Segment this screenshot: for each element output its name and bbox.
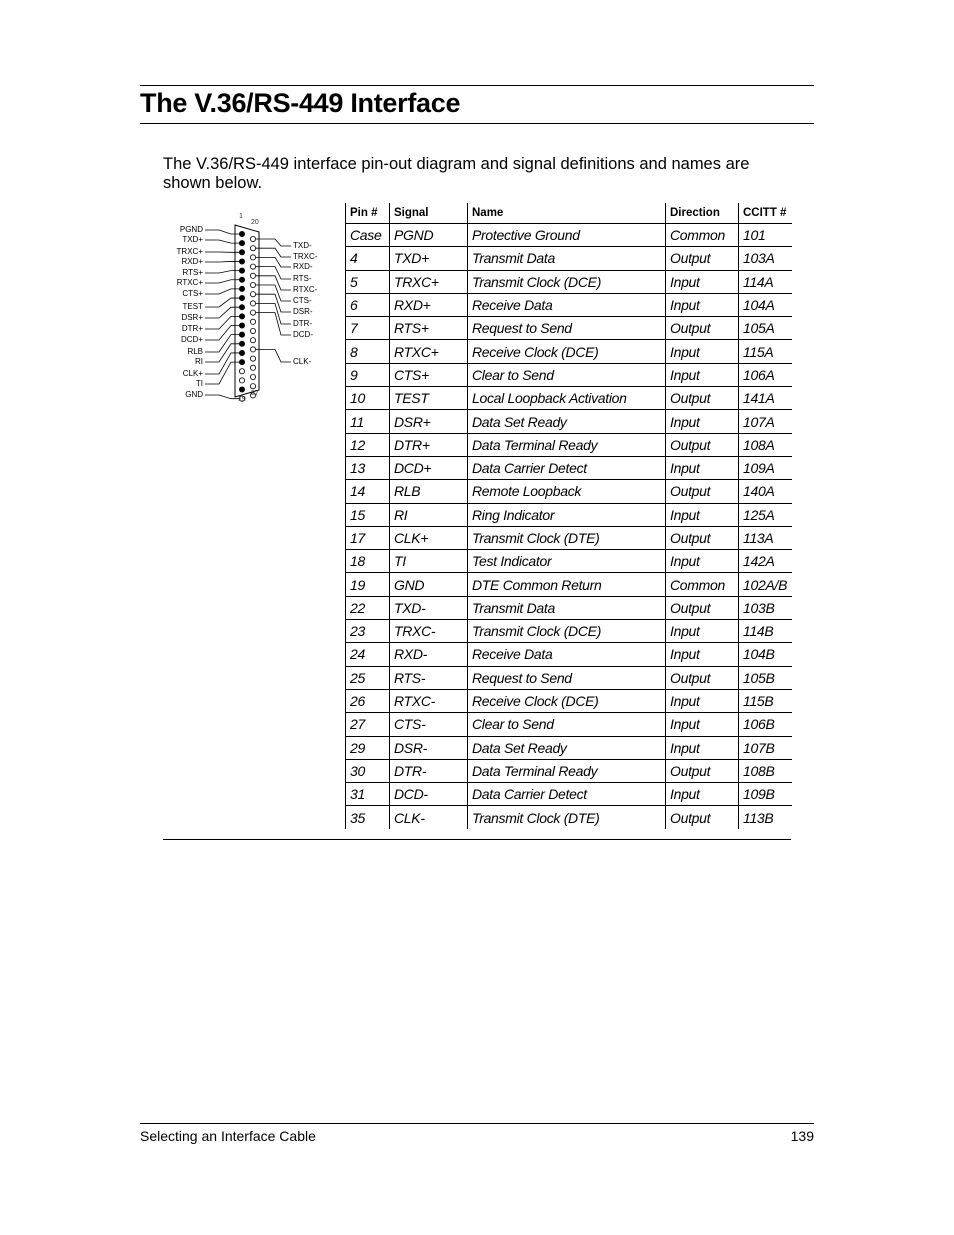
- cell-ccitt: 115A: [739, 340, 793, 363]
- cell-pin: 24: [346, 643, 390, 666]
- cell-pin: 12: [346, 433, 390, 456]
- cell-ccitt: 104B: [739, 643, 793, 666]
- cell-ccitt: 106A: [739, 363, 793, 386]
- cell-ccitt: 140A: [739, 480, 793, 503]
- cell-ccitt: 101: [739, 224, 793, 247]
- cell-signal: CTS+: [390, 363, 468, 386]
- left-pin-label: RTXC+: [176, 278, 203, 287]
- pin-contact: [250, 236, 255, 241]
- table-row: [346, 410, 793, 433]
- pin-contact: [239, 387, 244, 392]
- pin-contact: [239, 369, 244, 374]
- pin-contact: [239, 286, 244, 291]
- cell-ccitt: 103A: [739, 247, 793, 270]
- left-pin-label: DCD+: [180, 335, 203, 344]
- cell-name: Transmit Clock (DTE): [468, 526, 666, 549]
- db37-pinout-diagram: [163, 205, 346, 405]
- cell-signal: TEST: [390, 387, 468, 410]
- cell-pin: 11: [346, 410, 390, 433]
- table-row: [346, 620, 793, 643]
- cell-name: Receive Data: [468, 293, 666, 316]
- cell-ccitt: 107A: [739, 410, 793, 433]
- cell-direction: Input: [666, 270, 739, 293]
- table-row: [346, 596, 793, 619]
- left-pin-label: RTS+: [182, 268, 203, 277]
- cell-ccitt: 109A: [739, 456, 793, 479]
- pin-contact: [250, 365, 255, 370]
- cell-direction: Common: [666, 224, 739, 247]
- pin-contact: [239, 341, 244, 346]
- cell-name: Transmit Clock (DCE): [468, 270, 666, 293]
- right-pin-label: RXD-: [293, 262, 313, 271]
- cell-name: Data Set Ready: [468, 410, 666, 433]
- cell-name: Receive Clock (DCE): [468, 340, 666, 363]
- cell-name: Remote Loopback: [468, 480, 666, 503]
- pin-contact: [239, 295, 244, 300]
- table-row: [346, 433, 793, 456]
- cell-direction: Input: [666, 689, 739, 712]
- table-row: [346, 387, 793, 410]
- pin-contact: [250, 255, 255, 260]
- pin-contact: [250, 292, 255, 297]
- cell-signal: DTR+: [390, 433, 468, 456]
- cell-signal: TRXC+: [390, 270, 468, 293]
- cell-ccitt: 104A: [739, 293, 793, 316]
- cell-direction: Output: [666, 247, 739, 270]
- cell-signal: DCD-: [390, 783, 468, 806]
- cell-direction: Output: [666, 387, 739, 410]
- cell-signal: RTXC+: [390, 340, 468, 363]
- cell-name: DTE Common Return: [468, 573, 666, 596]
- table-row: [346, 526, 793, 549]
- cell-pin: 29: [346, 736, 390, 759]
- cell-pin: 4: [346, 247, 390, 270]
- cell-ccitt: 114B: [739, 620, 793, 643]
- cell-direction: Output: [666, 666, 739, 689]
- cell-direction: Common: [666, 573, 739, 596]
- pin-contact: [250, 338, 255, 343]
- table-row: [346, 224, 793, 247]
- cell-signal: CTS-: [390, 713, 468, 736]
- table-row: [346, 293, 793, 316]
- cell-ccitt: 105B: [739, 666, 793, 689]
- cell-direction: Input: [666, 503, 739, 526]
- pin-number-37: 37: [251, 390, 259, 397]
- table-row: [346, 713, 793, 736]
- cell-ccitt: 102A/B: [739, 573, 793, 596]
- cell-pin: 18: [346, 550, 390, 573]
- cell-name: Request to Send: [468, 666, 666, 689]
- cell-signal: DCD+: [390, 456, 468, 479]
- pin-contact: [239, 268, 244, 273]
- pin-contact: [250, 246, 255, 251]
- cell-ccitt: 106B: [739, 713, 793, 736]
- left-pin-label: DTR+: [181, 324, 203, 333]
- header-signal: Signal: [390, 203, 468, 224]
- cell-direction: Input: [666, 783, 739, 806]
- pin-contact: [250, 310, 255, 315]
- cell-direction: Input: [666, 550, 739, 573]
- cell-pin: 31: [346, 783, 390, 806]
- cell-ccitt: 105A: [739, 317, 793, 340]
- pin-contact: [239, 350, 244, 355]
- cell-name: Protective Ground: [468, 224, 666, 247]
- left-pin-label: RLB: [187, 347, 203, 356]
- pin-contact: [239, 259, 244, 264]
- cell-pin: 8: [346, 340, 390, 363]
- cell-signal: RXD+: [390, 293, 468, 316]
- cell-ccitt: 108B: [739, 759, 793, 782]
- cell-ccitt: 125A: [739, 503, 793, 526]
- cell-pin: 5: [346, 270, 390, 293]
- cell-direction: Input: [666, 713, 739, 736]
- cell-name: Request to Send: [468, 317, 666, 340]
- cell-pin: 9: [346, 363, 390, 386]
- pin-contact: [239, 305, 244, 310]
- cell-direction: Input: [666, 736, 739, 759]
- pin-number-1: 1: [239, 213, 243, 220]
- cell-name: Transmit Data: [468, 247, 666, 270]
- cell-ccitt: 109B: [739, 783, 793, 806]
- table-header-row: [346, 203, 793, 224]
- pin-contact: [239, 277, 244, 282]
- cell-name: Data Terminal Ready: [468, 759, 666, 782]
- cell-direction: Output: [666, 596, 739, 619]
- left-pin-label: TEST: [182, 302, 203, 311]
- table-bottom-rule: [163, 839, 791, 840]
- right-pin-label: DSR-: [293, 307, 313, 316]
- table-row: [346, 736, 793, 759]
- title-bottom-rule: [140, 123, 814, 124]
- cell-direction: Input: [666, 340, 739, 363]
- pin-contact: [239, 314, 244, 319]
- cell-direction: Input: [666, 363, 739, 386]
- table-row: [346, 783, 793, 806]
- cell-pin: 17: [346, 526, 390, 549]
- left-pin-label: CLK+: [182, 369, 203, 378]
- cell-pin: 35: [346, 806, 390, 829]
- pin-contact: [239, 231, 244, 236]
- cell-name: Receive Data: [468, 643, 666, 666]
- table-row: [346, 340, 793, 363]
- header-direction: Direction: [666, 203, 739, 224]
- cell-pin: 25: [346, 666, 390, 689]
- right-pin-label: CTS-: [293, 296, 312, 305]
- cell-signal: TRXC-: [390, 620, 468, 643]
- pin-contact: [239, 241, 244, 246]
- pin-contact: [250, 356, 255, 361]
- pin-contact: [250, 319, 255, 324]
- cell-name: Transmit Clock (DCE): [468, 620, 666, 643]
- table-row: [346, 573, 793, 596]
- pin-contact: [250, 347, 255, 352]
- cell-direction: Output: [666, 433, 739, 456]
- right-pin-label: RTXC-: [293, 285, 318, 294]
- table-row: [346, 503, 793, 526]
- cell-signal: RTS-: [390, 666, 468, 689]
- cell-direction: Output: [666, 759, 739, 782]
- cell-pin: 22: [346, 596, 390, 619]
- footer-page-number: 139: [790, 1128, 814, 1144]
- cell-direction: Input: [666, 456, 739, 479]
- table-body: [346, 224, 793, 829]
- cell-name: Local Loopback Activation: [468, 387, 666, 410]
- left-pin-label: TRXC+: [176, 247, 203, 256]
- header-pin: Pin #: [346, 203, 390, 224]
- cell-signal: DSR+: [390, 410, 468, 433]
- table-row: [346, 806, 793, 829]
- right-pin-label: CLK-: [293, 357, 312, 366]
- cell-ccitt: 141A: [739, 387, 793, 410]
- cell-direction: Input: [666, 410, 739, 433]
- cell-ccitt: 142A: [739, 550, 793, 573]
- pin-contact: [239, 360, 244, 365]
- cell-signal: DTR-: [390, 759, 468, 782]
- table-row: [346, 270, 793, 293]
- pin-contact: [239, 332, 244, 337]
- cell-name: Test Indicator: [468, 550, 666, 573]
- cell-pin: 27: [346, 713, 390, 736]
- left-pin-label: DSR+: [181, 313, 203, 322]
- cell-pin: 13: [346, 456, 390, 479]
- cell-direction: Output: [666, 806, 739, 829]
- table-row: [346, 759, 793, 782]
- cell-name: Ring Indicator: [468, 503, 666, 526]
- cell-direction: Input: [666, 293, 739, 316]
- cell-signal: PGND: [390, 224, 468, 247]
- pin-contact: [250, 273, 255, 278]
- cell-ccitt: 108A: [739, 433, 793, 456]
- cell-ccitt: 103B: [739, 596, 793, 619]
- cell-signal: TI: [390, 550, 468, 573]
- intro-paragraph: The V.36/RS-449 interface pin-out diagram and signal definitions and names are shown below.: [163, 155, 750, 192]
- cell-ccitt: 114A: [739, 270, 793, 293]
- cell-signal: CLK-: [390, 806, 468, 829]
- left-pin-label: TXD+: [182, 235, 203, 244]
- left-pin-label: CTS+: [182, 289, 203, 298]
- cell-signal: RLB: [390, 480, 468, 503]
- right-pin-label: TRXC-: [293, 252, 318, 261]
- left-pin-label: PGND: [179, 225, 203, 234]
- cell-signal: RI: [390, 503, 468, 526]
- cell-direction: Input: [666, 643, 739, 666]
- footer-rule: [140, 1123, 814, 1124]
- page-title: The V.36/RS-449 Interface: [140, 88, 461, 118]
- cell-direction: Output: [666, 526, 739, 549]
- cell-name: Data Carrier Detect: [468, 783, 666, 806]
- pin-contact: [250, 384, 255, 389]
- pin-number-20: 20: [251, 219, 259, 226]
- cell-signal: GND: [390, 573, 468, 596]
- cell-name: Clear to Send: [468, 713, 666, 736]
- cell-name: Data Carrier Detect: [468, 456, 666, 479]
- table-row: [346, 666, 793, 689]
- left-pin-label: RXD+: [181, 257, 203, 266]
- cell-name: Data Terminal Ready: [468, 433, 666, 456]
- table-row: [346, 317, 793, 340]
- table-row: [346, 247, 793, 270]
- cell-direction: Output: [666, 317, 739, 340]
- cell-name: Data Set Ready: [468, 736, 666, 759]
- cell-ccitt: 107B: [739, 736, 793, 759]
- cell-pin: 7: [346, 317, 390, 340]
- cell-signal: TXD-: [390, 596, 468, 619]
- pin-contact: [250, 264, 255, 269]
- signal-definitions-table: [345, 203, 792, 829]
- cell-pin: Case: [346, 224, 390, 247]
- pin-contact: [239, 323, 244, 328]
- cell-name: Clear to Send: [468, 363, 666, 386]
- table-row: [346, 456, 793, 479]
- pin-contact: [250, 301, 255, 306]
- table-row: [346, 689, 793, 712]
- pin-contact: [239, 378, 244, 383]
- pin-contact: [250, 374, 255, 379]
- cell-name: Transmit Data: [468, 596, 666, 619]
- cell-pin: 10: [346, 387, 390, 410]
- cell-pin: 23: [346, 620, 390, 643]
- right-pin-label: DCD-: [293, 330, 313, 339]
- cell-direction: Output: [666, 480, 739, 503]
- pin-contact: [250, 282, 255, 287]
- cell-pin: 15: [346, 503, 390, 526]
- cell-signal: TXD+: [390, 247, 468, 270]
- pin-contact: [250, 328, 255, 333]
- cell-ccitt: 113A: [739, 526, 793, 549]
- table-row: [346, 550, 793, 573]
- cell-pin: 30: [346, 759, 390, 782]
- cell-pin: 6: [346, 293, 390, 316]
- cell-pin: 26: [346, 689, 390, 712]
- cell-name: Receive Clock (DCE): [468, 689, 666, 712]
- table-row: [346, 363, 793, 386]
- pin-contact: [239, 250, 244, 255]
- table-row: [346, 480, 793, 503]
- right-pin-label: RTS-: [293, 274, 312, 283]
- left-pin-label: TI: [195, 379, 203, 388]
- cell-signal: RTXC-: [390, 689, 468, 712]
- right-pin-label: TXD-: [293, 241, 312, 250]
- cell-name: Transmit Clock (DTE): [468, 806, 666, 829]
- cell-direction: Input: [666, 620, 739, 643]
- cell-pin: 19: [346, 573, 390, 596]
- cell-pin: 14: [346, 480, 390, 503]
- cell-signal: RTS+: [390, 317, 468, 340]
- cell-ccitt: 115B: [739, 689, 793, 712]
- footer-section-title: Selecting an Interface Cable: [140, 1128, 316, 1144]
- cell-signal: CLK+: [390, 526, 468, 549]
- table-row: [346, 643, 793, 666]
- right-pin-label: DTR-: [293, 319, 313, 328]
- header-ccitt: CCITT #: [739, 203, 793, 224]
- cell-signal: RXD-: [390, 643, 468, 666]
- left-pin-label: GND: [185, 390, 203, 399]
- cell-ccitt: 113B: [739, 806, 793, 829]
- left-pin-label: RI: [195, 357, 203, 366]
- header-name: Name: [468, 203, 666, 224]
- cell-signal: DSR-: [390, 736, 468, 759]
- pin-number-19: 19: [238, 396, 246, 403]
